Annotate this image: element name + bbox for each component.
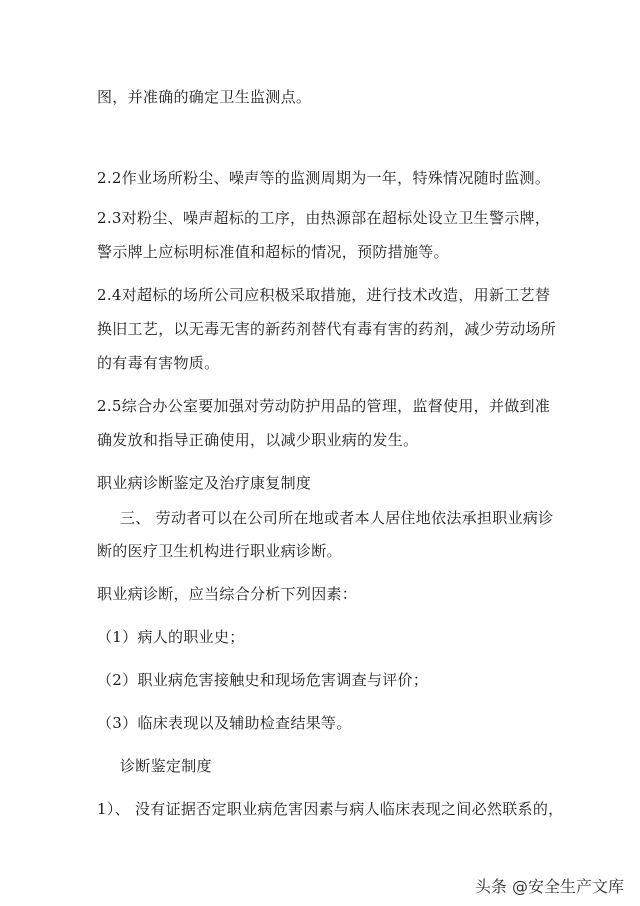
paragraph-line: 职业病诊断，应当综合分析下列因素：	[97, 585, 358, 603]
paragraph-line: 2.5综合办公室要加强对劳动防护用品的管理，监督使用，并做到准	[97, 397, 551, 415]
list-item: （1）病人的职业史；	[97, 628, 245, 646]
paragraph-line: 警示牌上应标明标准值和超标的情况，预防措施等。	[97, 243, 449, 261]
section-heading: 诊断鉴定制度	[120, 757, 212, 775]
paragraph-line: 断的医疗卫生机构进行职业病诊断。	[97, 542, 342, 560]
paragraph-line: 1）、 没有证据否定职业病危害因素与病人临床表现之间必然联系的，	[97, 800, 564, 818]
watermark-text: 头条 @安全生产文库	[474, 877, 624, 896]
paragraph-line: 的有毒有害物质。	[97, 354, 220, 372]
paragraph-line: 2.4对超标的场所公司应积极采取措施，进行技术改造，用新工艺替	[97, 286, 551, 304]
list-item: （3）临床表现以及辅助检查结果等。	[97, 714, 352, 732]
paragraph-line: 三、 劳动者可以在公司所在地或者本人居住地依法承担职业病诊	[120, 509, 554, 527]
paragraph-line: 图，并准确的确定卫生监测点。	[97, 88, 312, 106]
paragraph-line: 2.2作业场所粉尘、噪声等的监测周期为一年，特殊情况随时监测。	[97, 169, 551, 187]
paragraph-line: 2.3对粉尘、噪声超标的工序，由热源部在超标处设立卫生警示牌，	[97, 209, 551, 227]
list-item: （2）职业病危害接触史和现场危害调查与评价；	[97, 671, 429, 689]
paragraph-line: 确发放和指导正确使用，以减少职业病的发生。	[97, 431, 419, 449]
paragraph-line: 换旧工艺，以无毒无害的新药剂替代有毒有害的药剂，减少劳动场所	[97, 320, 557, 338]
section-heading: 职业病诊断鉴定及治疗康复制度	[97, 474, 312, 492]
